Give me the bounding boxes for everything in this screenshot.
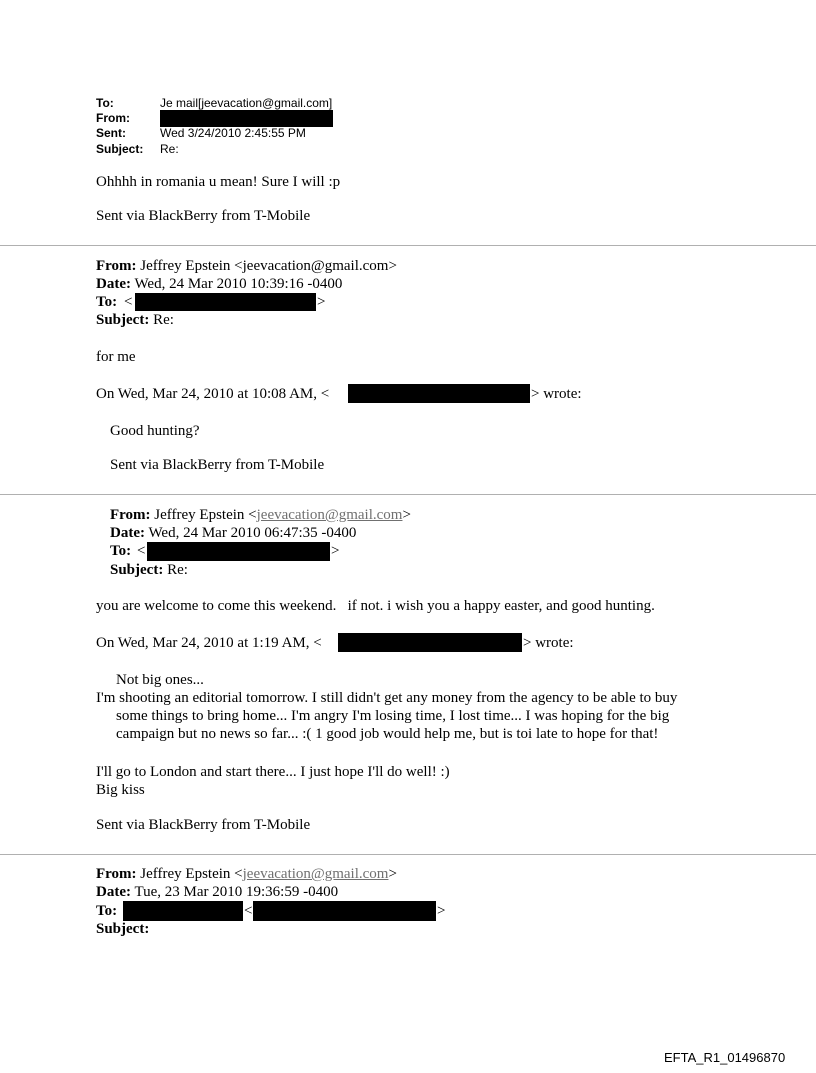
redaction-box [160, 110, 333, 127]
message-signature: Sent via BlackBerry from T-Mobile [96, 208, 311, 224]
from-line [96, 258, 397, 275]
document-id: EFTA_R1_01496870 [664, 1050, 786, 1065]
from-label: From: [96, 258, 137, 274]
date-value: Wed, 24 Mar 2010 10:39:16 -0400 [134, 276, 343, 292]
redaction-box [135, 293, 316, 311]
from-name: Jeffrey Epstein < [154, 507, 257, 523]
message-body: for me [96, 349, 136, 365]
date-value: Wed, 24 Mar 2010 06:47:35 -0400 [148, 525, 357, 541]
sent-value: Wed 3/24/2010 2:45:55 PM [160, 126, 306, 140]
from-name: Jeffrey Epstein < [140, 866, 243, 882]
quote-intro-text: On Wed, Mar 24, 2010 at 1:19 AM, < [96, 635, 322, 651]
message-body: Ohhhh in romania u mean! Sure I will :p [96, 174, 341, 190]
subject-value: Re: [167, 562, 188, 578]
from-label: From: [96, 111, 130, 125]
to-label: To: [96, 294, 118, 310]
redaction-box [348, 384, 530, 403]
from-line [110, 507, 411, 524]
email-link[interactable]: jeevacation@gmail.com [256, 507, 403, 523]
date-label: Date: [96, 884, 131, 900]
date-value: Tue, 23 Mar 2010 19:36:59 -0400 [134, 884, 339, 900]
date-line [110, 525, 356, 542]
lt-bracket: < [137, 543, 146, 559]
to-value: Je mail[jeevacation@gmail.com] [160, 96, 333, 110]
quote-intro-wrote: > wrote: [523, 635, 574, 651]
from-close: > [388, 866, 397, 882]
date-line [96, 276, 342, 293]
redaction-box [147, 542, 330, 561]
from-value: Jeffrey Epstein <jeevacation@gmail.com> [140, 258, 397, 274]
date-label: Date: [110, 525, 145, 541]
subject-label: Subject: [110, 562, 164, 578]
message-body: you are welcome to come this weekend. if not. i wish you a happy easter, and good hunting. [96, 598, 655, 614]
from-label: From: [110, 507, 151, 523]
redaction-box [253, 901, 436, 921]
from-close: > [402, 507, 411, 523]
quoted-line: Not big ones... [116, 672, 204, 688]
to-label: To: [110, 543, 132, 559]
lt-bracket: < [124, 294, 133, 310]
quoted-line: some things to bring home... I'm angry I'm losing time, I lost time... I was hoping for the big [116, 708, 670, 724]
gt-bracket: > [317, 294, 326, 310]
quoted-line: campaign but no news so far... :( 1 good job would help me, but is toi late to hope for that! [116, 726, 659, 742]
subject-value: Re: [160, 142, 179, 156]
quoted-line: I'll go to London and start there... I just hope I'll do well! :) [96, 764, 450, 780]
quote-intro-wrote: > wrote: [531, 386, 582, 402]
quoted-signature: Sent via BlackBerry from T-Mobile [96, 817, 311, 833]
email-link[interactable]: jeevacation@gmail.com [242, 866, 389, 882]
divider [0, 494, 816, 495]
gt-bracket: > [437, 903, 446, 919]
redaction-box [123, 901, 243, 921]
from-label: From: [96, 866, 137, 882]
date-label: Date: [96, 276, 131, 292]
from-line [96, 866, 397, 883]
quoted-body: Good hunting? [110, 423, 200, 439]
date-line [96, 884, 338, 901]
quoted-signature: Sent via BlackBerry from T-Mobile [110, 457, 325, 473]
quoted-line: Big kiss [96, 782, 145, 798]
subject-line [96, 312, 174, 329]
lt-bracket: < [244, 903, 253, 919]
to-label: To: [96, 96, 114, 110]
gt-bracket: > [331, 543, 340, 559]
divider [0, 245, 816, 246]
subject-line [110, 562, 188, 579]
subject-label: Subject: [96, 921, 150, 937]
divider [0, 854, 816, 855]
sent-label: Sent: [96, 126, 126, 140]
subject-value: Re: [153, 312, 174, 328]
redaction-box [338, 633, 522, 652]
quoted-line: I'm shooting an editorial tomorrow. I still didn't get any money from the agency to be able to buy [96, 690, 678, 706]
quote-intro-text: On Wed, Mar 24, 2010 at 10:08 AM, < [96, 386, 330, 402]
to-label: To: [96, 903, 118, 919]
subject-label: Subject: [96, 142, 144, 156]
subject-label: Subject: [96, 312, 150, 328]
